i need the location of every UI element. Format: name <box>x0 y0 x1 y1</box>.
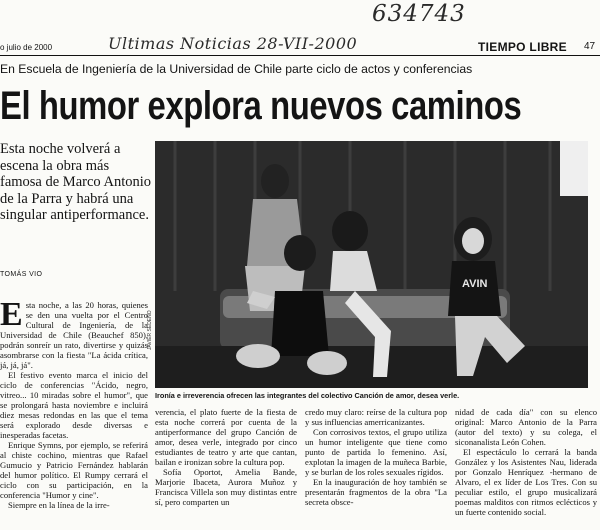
paragraph: Con corrosivos textos, el grupo utiliza un humor inteligente que tiene como punto de partida lo femenino. Así, explotan la imagen de la muñeca Barbie, y se burlan de los roles sexuales rígidos. <box>305 427 447 477</box>
deck <box>0 141 152 224</box>
paragraph: Sofía Oportot, Amelia Bande, Marjorie Ibaceta, Aurora Muñoz y Francisca Villela son muy distintas entre sí, pero comparten un <box>155 467 297 507</box>
photo-shirt-text: AVIN <box>462 278 488 290</box>
header-rule <box>0 55 600 56</box>
paragraph: nidad de cada día" con su elenco original: Marco Antonio de la Parra (autor del texto) y su colega, el siconanalista León Cohen. <box>455 407 597 447</box>
body-column-4 <box>455 407 597 517</box>
header-date: o julio de 2000 <box>0 43 53 52</box>
paragraph <box>0 296 148 370</box>
article-photo <box>155 141 588 388</box>
paragraph: Enrique Symns, por ejemplo, se referirá al chiste cochino, mientras que Rafael Gumucio y Patricio Fernández hablarán del humor político. El Rumpy cerrará el ciclo con su participación, en la conferencia "Humor y cine". <box>0 440 148 500</box>
section-name: TIEMPO LIBRE <box>478 40 567 54</box>
byline: TOMÁS VIO <box>0 271 43 278</box>
paragraph-text: sta noche, a las 20 horas, quienes se den una vuelta por el Centro Cultural de Ingeniería, de la Universidad de Chile (Beauchef 850), podrán sonreír un rato, divertirse y quizás asombrarse con la fiesta "La ácida crítica, já, já, já". <box>0 300 148 370</box>
body-column-3 <box>305 407 447 507</box>
drop-cap: E <box>0 296 23 333</box>
body-column-1 <box>0 296 148 510</box>
paragraph: credo muy claro: reírse de la cultura pop y sus influencias amerricanizantes. <box>305 407 447 427</box>
photo-caption: Ironía e irreverencia ofrecen las integrantes del colectivo Canción de amor, desea verle. <box>155 391 460 400</box>
kicker: En Escuela de Ingeniería de la Universidad de Chile parte ciclo de actos y conferencias <box>0 62 473 76</box>
headline: El humor explora nuevos caminos <box>0 84 522 128</box>
photo-illustration <box>155 141 588 388</box>
paragraph: Siempre en la línea de la irre- <box>8 500 110 510</box>
paragraph: En la inauguración de hoy también se presentarán fragmentos de la obra "La secreta obsce- <box>305 477 447 507</box>
body-column-2 <box>155 407 297 507</box>
page-number: 47 <box>584 41 596 52</box>
photo-credit: JAVIER SEDEÑO <box>147 310 153 350</box>
paragraph: El espectáculo lo cerrará la banda González y los Asistentes Nau, liderada por Gonzalo Henríquez -hermano de Alvaro, el ex líder de Los Tres. Con su peculiar estilo, el grupo musicalizará poemas malditos con ritmos eclécticos y un fuerte contenido social. <box>455 447 597 517</box>
handwritten-source-date: Ultimas Noticias 28-VII-2000 <box>108 34 358 53</box>
deck-text: Esta noche volverá a escena la obra más famosa de Marco Antonio de la Parra y habrá una singular antiperformance. <box>0 141 152 223</box>
paragraph: verencia, el plato fuerte de la fiesta de esta noche correrá por cuenta de la antiperformance del grupo Canción de amor, desea verle, integrado por cinco estudiantes de teatro y arte que cantan, bailan e ironizan sobre la cultura pop. <box>155 407 297 467</box>
paragraph: El festivo evento marca el inicio del ciclo de conferencias "Ácido, negro, vitreo... 10 miradas sobre el humor", que se prolongará hasta noviembre e incluirá diez mesas redondas en las que el tema será explorado desde diversas e inesperadas facetas. <box>0 370 148 440</box>
handwritten-clipping-number: 634743 <box>372 1 466 27</box>
